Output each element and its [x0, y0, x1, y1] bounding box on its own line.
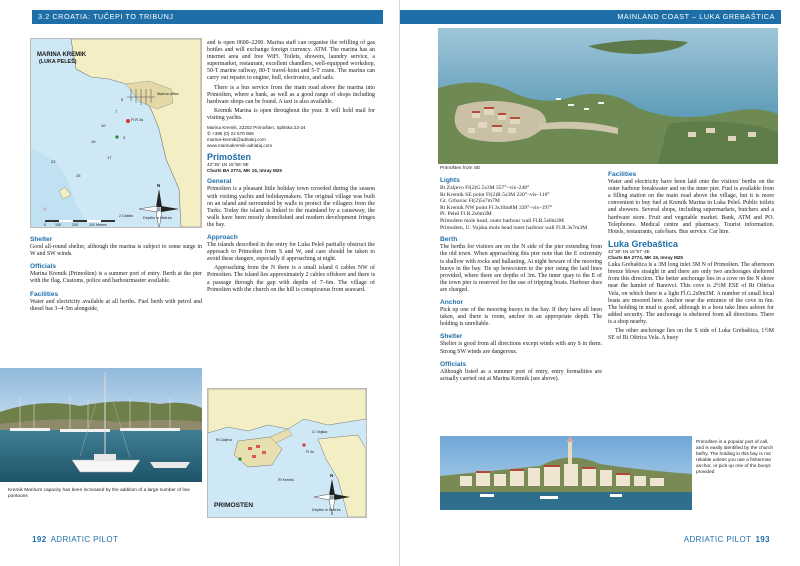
primosten-charts: Charts BA 2774, MK 15, Imray M25: [207, 167, 282, 173]
left-footer: [32, 535, 118, 544]
scale-tick: 200: [72, 223, 78, 227]
grebastica-heading: Luka Grebaštica: [608, 238, 679, 249]
anchor-text: Pick up one of the mooring buoys in the bay. If they have all been taken, and there is room, anchor in an appropriate depth. The holding is unreliable.: [440, 307, 602, 328]
right-officials-heading: Officials: [440, 360, 467, 368]
general-heading: General: [207, 178, 232, 186]
primosten-chart-drawing: [208, 389, 366, 517]
primosten-coordinates: 43°35'·1N 15°55'·8E: [207, 162, 249, 168]
left-page-header: 3.2 CROATIA: TUČEPI TO TRIBUNJ: [32, 10, 383, 24]
kremik-chart-subtitle: (LUKA PELEŠ): [39, 59, 77, 65]
sounding: 23: [51, 159, 56, 164]
contact-phone: ✆ +385 (0) 22 570 068: [207, 131, 254, 137]
kremik-photo-drawing: [0, 368, 202, 482]
light-entry: Rt Kremik SE point Fl(2)R.5s3M 220°–vis–110°: [440, 191, 550, 198]
lights-heading: Lights: [440, 177, 460, 184]
approach-text-1: The islands described in the entry for Luka Peleš partially obstruct the approach to Primošten from S and W, and care should be taken to avoid these dangers, especially if approaching at night.: [207, 242, 375, 263]
primosten-photo-caption: Primošten from SE: [440, 166, 481, 171]
shelter-heading: Shelter: [30, 236, 53, 243]
anchor-heading: Anchor: [440, 299, 464, 306]
left-column-1: [30, 231, 202, 315]
scale-tick: 300 Metres: [89, 223, 107, 227]
scale-tick: 100: [55, 223, 61, 227]
marina-office-label: Marina office: [157, 92, 179, 96]
right-column-1: [440, 172, 602, 385]
left-column-2: [207, 40, 375, 296]
kremik-chart-title: MARINA KREMIK: [37, 52, 87, 58]
light-entry: Primošten mole head, outer harbour wall Fl.R.5s8m3M: [440, 218, 564, 225]
sounding: 10: [101, 123, 106, 128]
scale-cables-label: 2 Cables: [119, 214, 134, 218]
light-label: FI.R.3s: [131, 118, 144, 122]
right-page-header: MAINLAND COAST – LUKA GREBAŠTICA: [400, 10, 781, 24]
town-photo-drawing: [440, 436, 692, 510]
map-label: Rt Kremik: [278, 478, 294, 482]
primosten-chart: [207, 388, 367, 518]
right-column-2: [608, 166, 774, 344]
north-arrow-label: N: [157, 183, 161, 188]
grebastica-charts: Charts BA 2774, MK 15, Imray M25: [608, 254, 683, 260]
right-facilities-heading: Facilities: [608, 171, 637, 178]
berth-text: The berths for visitors are on the N side of the pier extending from the old town. When approaching this pier note that the E extremity is shallow with rocks and ballasting. At night beware of the mooring buoys in the bay. Tie up bows/stern to the pier using the laid lines provided, where there are depths of 3m. The inner quay to the E of the town pier is reserved for the use of tripping boats. Harbour dues are charged.: [440, 244, 602, 293]
bus-service-text: There is a bus service from the main road above the marina into Primošten, where a bank, as well as a good range of shops including hardware shops can be found. A taxi is also available.: [207, 84, 375, 105]
grebastica-coordinates: 43°38'·1N 15°57'·4E: [608, 248, 650, 254]
kremik-chart-drawing: [31, 39, 201, 227]
right-shelter-heading: Shelter: [440, 333, 463, 341]
sounding: 3: [123, 135, 126, 140]
kremik-marina-photo: [0, 368, 202, 482]
contact-address: Marina Kremik, 22202 Primošten, Splitska 22-24: [207, 125, 306, 131]
berth-heading: Berth: [440, 236, 458, 244]
right-officials-text: Although listed as a summer port of entry, entry formalities are actually carried out at Marina Kremik (see above).: [440, 368, 602, 382]
contact-email[interactable]: marina-kremik@adriatiq.com: [207, 137, 266, 143]
primosten-depths-label: Depths in Metres: [312, 508, 341, 512]
marina-kremik-chart: [30, 38, 202, 228]
left-footer-title: ADRIATIC PILOT: [50, 535, 119, 544]
sounding: 7: [115, 109, 118, 114]
shelter-text: Good all-round shelter, although the marina is subject to some surge in W and SW winds.: [30, 244, 202, 258]
officials-heading: Officials: [30, 263, 57, 271]
facilities-heading: Facilities: [30, 290, 59, 298]
light-entry: Rt Zaljevo Fl(2)G.5s3M 357°–vis–248°: [440, 185, 530, 192]
facilities-text: Water and electricity available at all berths. Fuel berth with petrol and diesel has 3–4·5m alongside,: [30, 298, 202, 312]
primosten-aerial-photo: [438, 28, 778, 164]
aerial-photo-drawing: [438, 28, 778, 164]
map-label: FI.3s: [306, 450, 314, 454]
right-shelter-text: Shelter is good from all directions except winds with any S in them. Strong SW winds are dangerous.: [440, 341, 602, 355]
sounding: 15: [91, 139, 96, 144]
left-page-number: 192: [32, 535, 47, 544]
light-entry: Rt Kremik NW point Fl.3s10m8M 339°–vis–197°: [440, 204, 553, 211]
contact-web[interactable]: www.marinakremik-adriatiq.com: [207, 143, 273, 149]
officials-text: Marina Kremik (Primošten) is a summer port of entry. Berth at the pier with the flag. Customs, police and harbourmaster available.: [30, 271, 202, 285]
primosten-heading: Primošten: [207, 152, 252, 163]
grebastica-text-1: Luka Grebaštica is a 3M long inlet 3M N of Primošten. The afternoon breeze blows straight in and there are only two anchorages sheltered from this direction. The better anchorage lies in a cove on the N shore near the hamlet of Banovci. This cove is 2½M ESE of Rt Oštrica Vela, on which there is a light Fl.G.2s9m3M. A number of small local boats are moored here. Anchor near the entrance of the cove in 6m. The holding in mud is good, although in a bora take lines ashore for added security. The anchorage is sheltered from all directions. There is a shop nearby.: [608, 262, 774, 325]
primosten-town-photo: [440, 436, 692, 510]
light-entry: Gr. Grbavac Fl(2)5s7m7M: [440, 198, 500, 205]
map-label: U. Vojska: [312, 430, 328, 434]
sounding: 25: [76, 173, 81, 178]
kremik-photo-caption: Kremik Marina's capacity has been increased by the addition of a large number of low pontoons: [8, 488, 190, 499]
open-year-text: Kremik Marina is open throughout the year. It will hold mail for visiting yachts.: [207, 107, 375, 121]
depths-label: Depths in Metres: [143, 216, 172, 220]
approach-heading: Approach: [207, 233, 238, 241]
sounding: 17: [107, 155, 112, 160]
grebastica-text-2: The other anchorage lies on the S side of Luka Grebaštica, 1½M SE of Rt Oštrica Vela. A buoy: [608, 327, 774, 342]
scale-tick: 0: [44, 223, 46, 227]
sounding: 5: [121, 97, 124, 102]
aerial-photo-caption: Primošten is a popular port of call, and is easily identified by the church belfry. The holding in this bay is not reliable unless you use a fisherman anchor, or pick up one of the buoys provided: [696, 440, 774, 475]
general-text: Primošten is a pleasant little holiday town crowded during the season with visiting yachts and holidaymakers. The original village was built on an island and surrounded by walls to protect the villagers from the Turks. Today the island is linked to the mainland by a causeway, the walls have been mostly demolished and modern development fringes the bay.: [207, 186, 375, 228]
map-label: Rt Zaljevo: [216, 438, 233, 442]
light-entry: Primošten, U. Vojska mole head inner harbour wall Fl.R.3s7m3M: [440, 224, 588, 231]
approach-text-2: Approaching from the N there is a small island 6 cables NW of Primošten. The island lies approximately 2 cables offshore and there is a passage through the gap with depths of 7–6m. The village of Primošten with the church on the hill is conspicuous from seaward.: [207, 265, 375, 293]
right-facilities-text: Water and electricity have been laid onto the visitors' berths on the outer harbour breakwater and on the inner pier. Fuel is available from a filling station on the main road above the village, but it is more convenient to buy fuel at Kremik Marina in Luka Peleš. Public toilets and showers. Several shops, including supermarkets, butchers and a hardware store. Fruit and vegetable market. Bank, ATM and PO. Telephones. Medical centre and pharmacy. Tourist information. Hotels, restaurants, cafe/bars. Bus service. Car hire.: [608, 179, 774, 235]
right-footer-title: ADRIATIC PILOT: [683, 535, 752, 544]
right-page-number: 193: [755, 535, 770, 544]
primosten-north-label: N: [330, 473, 334, 478]
right-footer: [684, 535, 774, 544]
primosten-chart-title: PRIMOSTEN: [214, 502, 254, 509]
facilities-continued: and is open 0600–2200. Marina staff can organise the refilling of gas bottles and will exchange foreign currency. ATM. The marina has an internet area and free WiFi. Toilets, showers, laundry service, a supermarket, restaurant, excellent chandlers, well-equipped workshop, 50-T marine railway, 80-T travel-hoist and 5-T crane. The marina can carry out repairs to engine, hull, electronics, and sails.: [207, 40, 375, 82]
light-entry: Pl. Peleš Fl.R.2s6m3M: [440, 211, 492, 218]
right-page: [400, 0, 800, 566]
